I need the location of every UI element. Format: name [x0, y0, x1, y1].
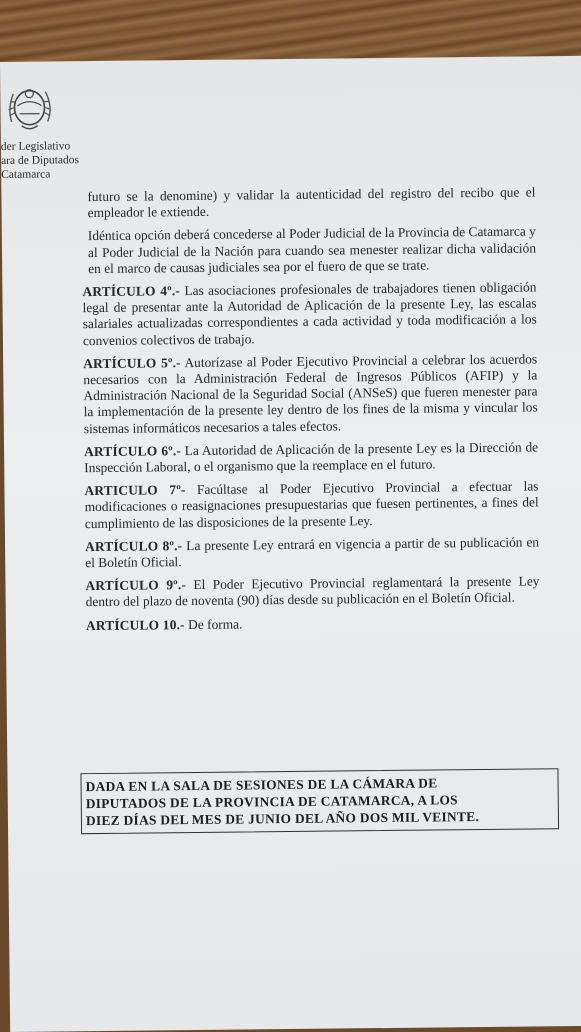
enactment-line-3: DIEZ DÍAS DEL MES DE JUNIO DEL AÑO DOS MIL VEINTE. [85, 809, 480, 829]
article-4-text: Las asociaciones profesionales de trabajadores tienen obligación legal de presentar ante la Autoridad de Aplicación de la presente Ley, las escalas salariales actualizadas correspondientes a cada actividad y toda modificación a los convenios colectivos de trabajo. [82, 279, 537, 348]
enactment-box [80, 768, 559, 834]
paragraph-judicial-option: Idéntica opción deberá concederse al Poder Judicial de la Provincia de Catamarca y al Poder Judicial de la Nación para cuando sea menester realizar dicha validación en el marco de causas judiciales sea por el fuero de que se trate. [87, 223, 537, 276]
article-4 [82, 279, 537, 349]
provincial-seal-icon [3, 79, 60, 134]
article-10-heading: ARTÍCULO 10.- [85, 616, 185, 633]
article-7 [84, 479, 538, 532]
paragraph-continuation: futuro se la denomine) y validar la autenticidad del registro del recibo que el empleador le extiende. [87, 184, 536, 221]
article-9-heading: ARTÍCULO 9º.- [85, 577, 187, 594]
article-5 [83, 351, 538, 437]
document-page [0, 56, 581, 1032]
org-line-1: der Legislativo [0, 140, 71, 153]
article-7-text: Facúltase al Poder Ejecutivo Provincial a efectuar las modificaciones o reasignaciones presupuestarias que fuesen pertinentes, a fines del cumplimiento de las disposiciones de la presente Ley. [84, 478, 539, 531]
law-body [81, 184, 540, 641]
issuing-body [1, 139, 79, 182]
org-line-2: ara de Diputados [0, 154, 80, 167]
article-9-text: El Poder Ejecutivo Provincial reglamentará la presente Ley dentro del plazo de noventa (90) días desde su publicación en el Boletín Oficial. [85, 573, 540, 610]
article-4-heading: ARTÍCULO 4º.- [82, 283, 181, 300]
article-6-heading: ARTÍCULO 6º.- [84, 442, 182, 459]
article-8 [85, 534, 539, 571]
article-8-heading: ARTÍCULO 8º.- [84, 537, 183, 554]
article-10 [86, 613, 540, 634]
article-6-text: La Autoridad de Aplicación de la presente Ley es la Dirección de Inspección Laboral, o el organismo que la reemplace en el futuro. [84, 439, 539, 476]
article-5-heading: ARTÍCULO 5º.- [83, 354, 181, 371]
article-9 [85, 574, 539, 611]
enactment-line-1: DADA EN LA SALA DE SESIONES DE LA CÁMARA DE [85, 775, 438, 795]
article-8-text: La presente Ley entrará en vigencia a partir de su publicación en el Boletín Oficial. [85, 534, 540, 571]
org-line-3: Catamarca [1, 168, 51, 181]
article-6 [84, 439, 538, 476]
article-7-heading: ARTICULO 7º- [84, 482, 186, 499]
enactment-line-2: DIPUTADOS DE LA PROVINCIA DE CATAMARCA, A LOS [85, 792, 458, 812]
article-10-text: De forma. [184, 616, 243, 632]
article-5-text: Autorízase al Poder Ejecutivo Provincial a celebrar los acuerdos necesarios con la Administración Federal de Ingresos Públicos (AFIP) y la Administración Nacional de la Seguridad Social (ANSeS) que fueren menester para la implementación de la presente ley dentro de los fines de la misma y vincular los sistemas informáticos necesarios a tales efectos. [83, 351, 538, 436]
